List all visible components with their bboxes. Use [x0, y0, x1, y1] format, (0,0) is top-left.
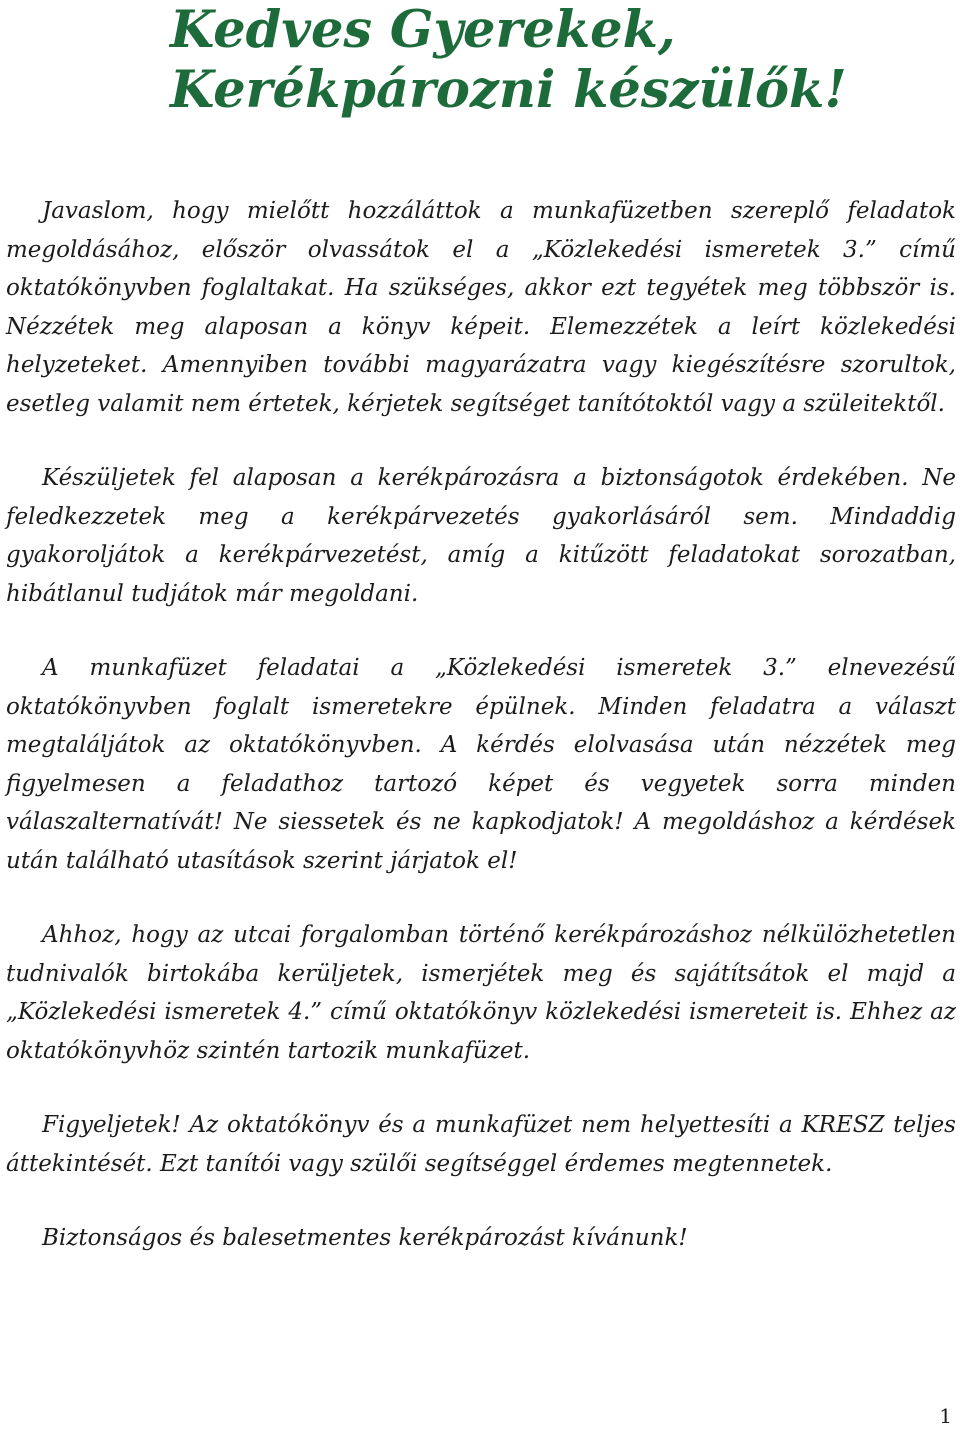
- paragraph-closing: Biztonságos és balesetmentes kerékpározást kívánunk!: [42, 1225, 688, 1251]
- page-number: 1: [939, 1404, 952, 1428]
- paragraph-intro: Javaslom, hogy mielőtt hozzáláttok a munkafüzetben szereplő feladatok megoldásához, először olvassátok el a „Közlekedési ismeretek 3.” című oktatókönyvben foglaltakat. Ha szükséges, akkor ezt tegyétek meg többször is. Nézzétek meg alaposan a könyv képeit. Elemezzétek a leírt közlekedési helyzeteket. Amennyiben további magyarázatra vagy kiegészítésre szorultok, esetleg valamit nem értetek, kérjetek segítséget tanítótoktól vagy a szüleitektől.: [6, 198, 956, 417]
- paragraph-further-study: Ahhoz, hogy az utcai forgalomban történő kerékpározáshoz nélkülözhetetlen tudnivalók birtokába kerüljetek, ismerjétek meg és sajátítsátok el majd a „Közlekedési ismeretek 4.” című oktatókönyv közlekedési ismereteit is. Ehhez az oktatókönyvhöz szintén tartozik munkafüzet.: [6, 922, 956, 1064]
- paragraph-warning: Figyeljetek! Az oktatókönyv és a munkafüzet nem helyettesíti a KRESZ teljes áttekintését. Ezt tanítói vagy szülői segítséggel érdemes megtennetek.: [6, 1112, 956, 1177]
- title-line-1: Kedves Gyerekek,: [170, 0, 676, 60]
- paragraph-preparation: Készüljetek fel alaposan a kerékpározásra a biztonságotok érdekében. Ne feledkezzetek meg a kerékpárvezetés gyakorlásáról sem. Mindaddig gyakoroljátok a kerékpárvezetést, amíg a kitűzött feladatokat sorozatban, hibátlanul tudjátok már megoldani.: [6, 465, 956, 607]
- title-line-2: Kerékpározni készülők!: [170, 60, 847, 120]
- paragraph-workbook-tasks: A munkafüzet feladatai a „Közlekedési ismeretek 3.” elnevezésű oktatókönyvben foglalt ismeretekre épülnek. Minden feladatra a választ megtaláljátok az oktatókönyvben. A kérdés elolvasása után nézzétek meg figyelmesen a feladathoz tartozó képet és vegyetek sorra minden válaszalternatívát! Ne siessetek és ne kapkodjatok! A megoldáshoz a kérdések után található utasítások szerint járjatok el!: [6, 655, 956, 874]
- page-title: [170, 0, 847, 120]
- body-text: [6, 192, 956, 1294]
